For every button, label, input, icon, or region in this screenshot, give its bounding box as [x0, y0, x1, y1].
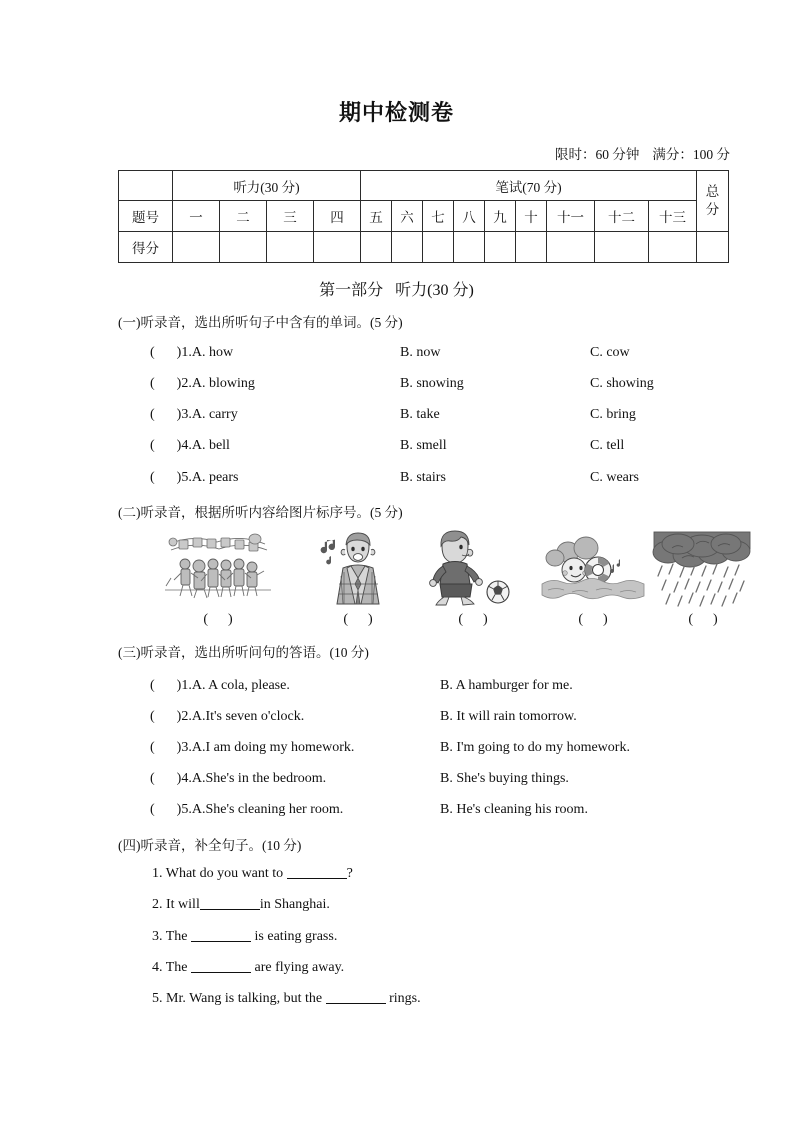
- score-table-qnum-4: 四: [314, 201, 361, 232]
- answer-bracket-s3-4[interactable]: ( ): [150, 771, 182, 786]
- question-lead-3: [150, 407, 238, 423]
- score-table-qnum-8: 八: [454, 201, 485, 232]
- score-table-qnum-10: 十: [516, 201, 547, 232]
- full-score-text: 满分：100 分: [652, 147, 730, 162]
- option-b-s3-4[interactable]: B. She's buying things.: [440, 771, 569, 786]
- score-cell-12[interactable]: [595, 232, 649, 263]
- picture-answer-bracket-3[interactable]: ( ): [458, 612, 488, 627]
- score-cell-11[interactable]: [547, 232, 595, 263]
- option-b-s3-3[interactable]: B. I'm going to do my homework.: [440, 740, 630, 755]
- score-table-corner-cell: [119, 171, 173, 201]
- answer-bracket-2[interactable]: ( ): [150, 376, 182, 391]
- section-two-directive: (二)听录音，根据所听内容给图片标序号。(5 分): [118, 505, 403, 520]
- sentence-2-blank[interactable]: [200, 895, 260, 910]
- part-one-heading-left: 第一部分: [319, 282, 384, 299]
- picture-answer-bracket-2[interactable]: ( ): [343, 612, 373, 627]
- sentence-1-after: ?: [346, 866, 353, 881]
- section-three-directive: (三)听录音，选出所听问句的答语。(10 分): [118, 645, 369, 660]
- score-table-number-row: [119, 201, 729, 232]
- option-b-s3-1[interactable]: B. A hamburger for me.: [440, 678, 573, 693]
- score-table-group-written: 笔试(70 分): [361, 171, 697, 201]
- section-three-question-4[interactable]: [118, 771, 738, 793]
- answer-bracket-s3-1[interactable]: ( ): [150, 678, 182, 693]
- section-one-directive: (一)听录音，选出所听句子中含有的单词。(5 分): [118, 315, 403, 330]
- answer-bracket-s3-3[interactable]: ( ): [150, 740, 182, 755]
- score-table-qnum-2: 二: [220, 201, 267, 232]
- section-one-question-5[interactable]: [118, 470, 738, 492]
- score-cell-2[interactable]: [220, 232, 267, 263]
- picture-answer-bracket-5[interactable]: ( ): [688, 612, 718, 627]
- question-lead-1: [150, 345, 233, 361]
- question-lead-s3-2: [150, 709, 304, 725]
- score-table-score-row: [119, 232, 729, 263]
- section-four-sentence-4[interactable]: [152, 958, 344, 976]
- sentence-5-after: rings.: [385, 991, 421, 1006]
- sentence-5-before: 5. Mr. Wang is talking, but the: [152, 991, 326, 1006]
- option-b-s3-2[interactable]: B. It will rain tomorrow.: [440, 709, 577, 724]
- option-c-2[interactable]: C. showing: [590, 376, 654, 391]
- sentence-3-after: is eating grass.: [251, 929, 338, 944]
- question-lead-s3-5: [150, 802, 343, 818]
- man-singing-picture: [303, 528, 413, 608]
- score-cell-9[interactable]: [485, 232, 516, 263]
- section-four-sentence-1[interactable]: [152, 864, 353, 882]
- option-a-5[interactable]: 5.A. pears: [181, 470, 239, 485]
- option-b-1[interactable]: B. now: [400, 345, 441, 360]
- option-c-5[interactable]: C. wears: [590, 470, 639, 485]
- answer-bracket-5[interactable]: ( ): [150, 470, 182, 485]
- part-one-heading-right: 听力(30 分): [395, 282, 474, 299]
- sentence-4-after: are flying away.: [251, 960, 345, 975]
- total-label-line-1: 总: [705, 183, 720, 199]
- answer-bracket-s3-2[interactable]: ( ): [150, 709, 182, 724]
- score-cell-1[interactable]: [173, 232, 220, 263]
- score-table-qnum-1: 一: [173, 201, 220, 232]
- score-table-total-header: [697, 171, 729, 232]
- option-b-4[interactable]: B. smell: [400, 438, 447, 453]
- question-lead-s3-4: [150, 771, 326, 787]
- score-table-qnum-9: 九: [485, 201, 516, 232]
- score-cell-total[interactable]: [697, 232, 729, 263]
- sentence-4-blank[interactable]: [191, 958, 251, 973]
- section-one-question-4[interactable]: [118, 438, 738, 460]
- option-a-4[interactable]: 4.A. bell: [181, 438, 230, 453]
- sentence-3-blank[interactable]: [191, 927, 251, 942]
- score-cell-5[interactable]: [361, 232, 392, 263]
- option-a-s3-5[interactable]: 5.A.She's cleaning her room.: [181, 802, 344, 817]
- boy-playing-soccer-picture: [418, 528, 528, 608]
- score-table-qnum-12: 十二: [595, 201, 649, 232]
- score-table-qnum-13: 十三: [649, 201, 697, 232]
- score-cell-8[interactable]: [454, 232, 485, 263]
- question-lead-s3-3: [150, 740, 354, 756]
- score-table-group-row: [119, 171, 729, 201]
- part-one-heading: [0, 277, 793, 300]
- option-a-s3-2[interactable]: 2.A.It's seven o'clock.: [181, 709, 305, 724]
- score-cell-4[interactable]: [314, 232, 361, 263]
- picture-answer-bracket-1[interactable]: ( ): [203, 612, 233, 627]
- option-b-5[interactable]: B. stairs: [400, 470, 446, 485]
- option-c-4[interactable]: C. tell: [590, 438, 625, 453]
- sentence-5-blank[interactable]: [326, 989, 386, 1004]
- option-c-1[interactable]: C. cow: [590, 345, 630, 360]
- option-a-s3-3[interactable]: 3.A.I am doing my homework.: [181, 740, 355, 755]
- option-b-3[interactable]: B. take: [400, 407, 440, 422]
- answer-bracket-3[interactable]: ( ): [150, 407, 182, 422]
- sentence-4-before: 4. The: [152, 960, 192, 975]
- section-four-sentence-3[interactable]: [152, 927, 337, 945]
- score-cell-6[interactable]: [392, 232, 423, 263]
- section-four-sentence-2[interactable]: [152, 895, 330, 913]
- total-label-line-2: 分: [705, 202, 720, 217]
- section-three-question-2[interactable]: [118, 709, 738, 731]
- sentence-2-after: in Shanghai.: [259, 897, 330, 912]
- section-three-question-5[interactable]: [118, 802, 738, 824]
- option-a-2[interactable]: 2.A. blowing: [181, 376, 255, 391]
- party-celebration-picture: [163, 528, 273, 608]
- section-four-sentence-5[interactable]: [152, 989, 421, 1007]
- answer-bracket-4[interactable]: ( ): [150, 438, 182, 453]
- question-lead-4: [150, 438, 230, 454]
- sentence-1-before: 1. What do you want to: [152, 866, 287, 881]
- option-a-s3-4[interactable]: 4.A.She's in the bedroom.: [181, 771, 327, 786]
- section-one-question-3[interactable]: [118, 407, 738, 429]
- option-a-1[interactable]: 1.A. how: [181, 345, 234, 360]
- answer-bracket-1[interactable]: ( ): [150, 345, 182, 360]
- section-four-directive: (四)听录音，补全句子。(10 分): [118, 838, 302, 853]
- score-table: [118, 170, 729, 263]
- question-lead-5: [150, 470, 239, 486]
- section-one-question-2[interactable]: [118, 376, 738, 398]
- option-b-s3-5[interactable]: B. He's cleaning his room.: [440, 802, 588, 817]
- sentence-3-before: 3. The: [152, 929, 192, 944]
- score-table-row-label-number: 题号: [119, 201, 173, 232]
- score-cell-7[interactable]: [423, 232, 454, 263]
- question-lead-s3-1: [150, 678, 290, 694]
- score-table-row-label-score: 得分: [119, 232, 173, 263]
- option-b-2[interactable]: B. snowing: [400, 376, 464, 391]
- score-table-qnum-11: 十一: [547, 201, 595, 232]
- question-lead-2: [150, 376, 255, 392]
- page-title: 期中检测卷: [338, 100, 454, 125]
- answer-bracket-s3-5[interactable]: ( ): [150, 802, 182, 817]
- sentence-1-blank[interactable]: [287, 864, 347, 879]
- section-three-question-3[interactable]: [118, 740, 738, 762]
- child-swimming-picture: [538, 528, 648, 608]
- score-table-qnum-7: 七: [423, 201, 454, 232]
- option-a-3[interactable]: 3.A. carry: [181, 407, 238, 422]
- section-one-question-1[interactable]: [118, 345, 738, 367]
- exam-meta-line: [555, 143, 730, 163]
- score-table-qnum-6: 六: [392, 201, 423, 232]
- section-two-picture-row: [118, 528, 738, 636]
- picture-answer-bracket-4[interactable]: ( ): [578, 612, 608, 627]
- score-table-group-listening: 听力(30 分): [173, 171, 361, 201]
- section-three-question-1[interactable]: [118, 678, 738, 700]
- option-a-s3-1[interactable]: 1.A. A cola, please.: [181, 678, 290, 693]
- rain-clouds-picture: [648, 528, 758, 608]
- score-table-qnum-5: 五: [361, 201, 392, 232]
- sentence-2-before: 2. It will: [152, 897, 200, 912]
- score-cell-13[interactable]: [649, 232, 697, 263]
- score-cell-3[interactable]: [267, 232, 314, 263]
- score-table-qnum-3: 三: [267, 201, 314, 232]
- time-limit-text: 限时：60 分钟: [555, 147, 640, 162]
- option-c-3[interactable]: C. bring: [590, 407, 636, 422]
- score-cell-10[interactable]: [516, 232, 547, 263]
